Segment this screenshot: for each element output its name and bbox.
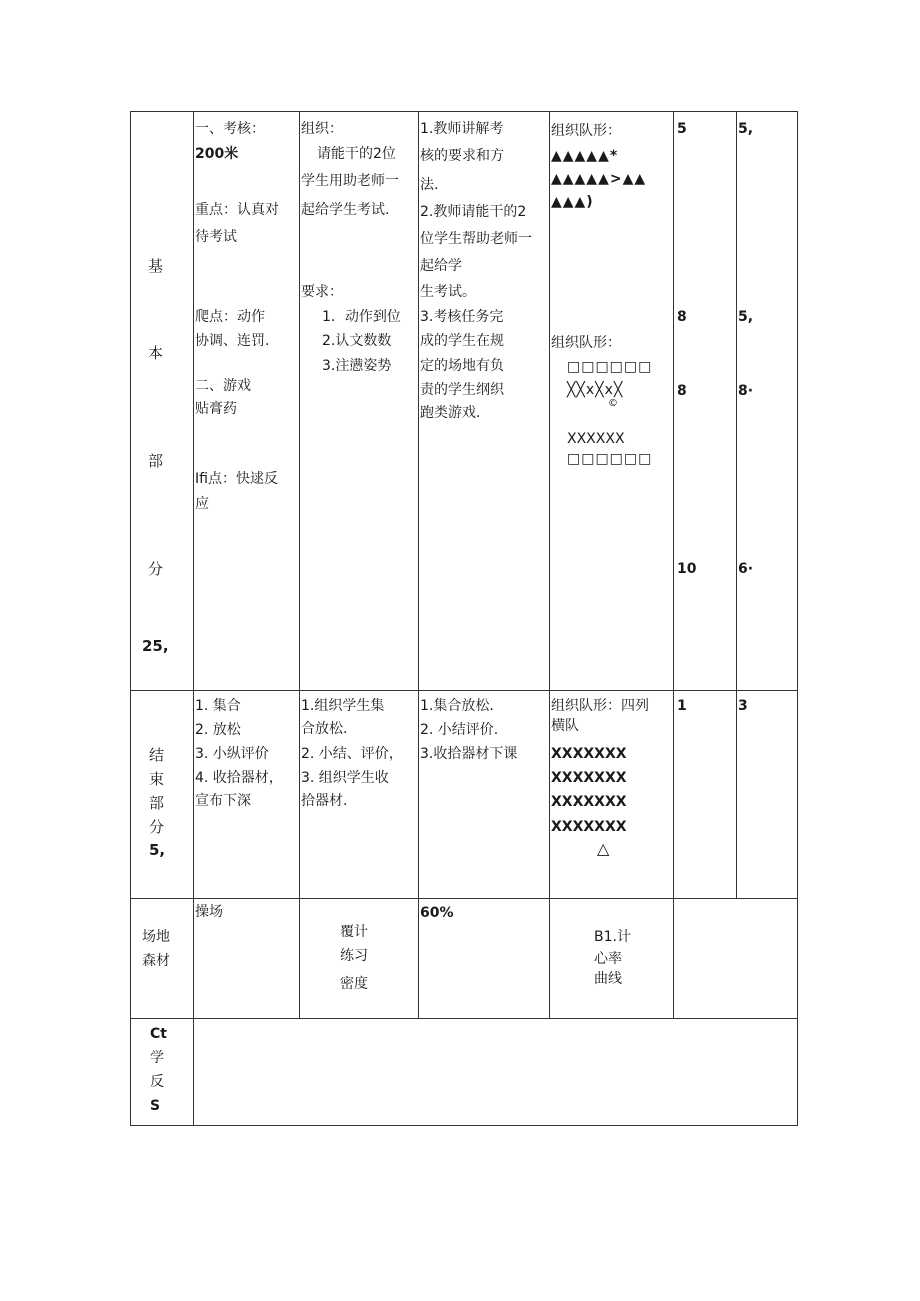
end-content-line: 1. 集合 bbox=[195, 698, 241, 714]
basic-teacher-line: 起给学 bbox=[420, 258, 462, 274]
basic-teacher-line: 定的场地有负 bbox=[420, 358, 504, 374]
end-org-line: 2. 小结、评价， bbox=[301, 746, 403, 762]
basic-org-line: 组织： bbox=[301, 121, 343, 137]
formation-squares: □□□□□□ bbox=[567, 359, 653, 375]
reflection-label: S bbox=[150, 1098, 161, 1114]
col-divider-5 bbox=[673, 111, 674, 1019]
row-divider-1 bbox=[130, 690, 798, 691]
col-divider-2 bbox=[299, 111, 300, 1019]
end-org-line: 3. 组织学生收 bbox=[301, 770, 389, 786]
basic-org-line: 起给学生考试. bbox=[301, 202, 390, 218]
basic-content-line: 应 bbox=[195, 496, 209, 512]
teacher-position-icon: △ bbox=[597, 839, 610, 858]
basic-formation-line: 组织队形： bbox=[551, 123, 621, 139]
col-divider-4 bbox=[549, 111, 550, 1019]
formation-row: XXXXXXX bbox=[551, 746, 627, 762]
heart-rate-label: 心率 bbox=[594, 951, 622, 967]
basic-content-line: 协调、连罚. bbox=[195, 333, 270, 349]
basic-teacher-line: 1.教师讲解考 bbox=[420, 121, 504, 137]
basic-teacher-line: 生考试。 bbox=[420, 284, 476, 300]
col-divider-6 bbox=[736, 111, 737, 898]
basic-content-line: Ifi点：快逑反 bbox=[195, 471, 278, 487]
basic-org-line: 要求： bbox=[301, 284, 343, 300]
basic-count: 5, bbox=[738, 309, 754, 325]
end-org-line: 1.组织学生集 bbox=[301, 698, 385, 714]
basic-teacher-line: 责的学生纲织 bbox=[420, 382, 504, 398]
formation-triangles: ▲▲▲▲▲>▲▲ bbox=[551, 171, 647, 187]
basic-time: 8 bbox=[677, 383, 687, 399]
basic-teacher-line: 3.考核任务完 bbox=[420, 309, 504, 325]
row-divider-2 bbox=[130, 898, 798, 899]
formation-triangles: ▲▲▲) bbox=[551, 194, 594, 210]
formation-crosses: ╳╳x╳x╳ bbox=[567, 382, 624, 398]
col-divider-1 bbox=[193, 111, 194, 1126]
basic-org-line: 学生用助老师一 bbox=[301, 173, 399, 189]
density-label: 覆计 bbox=[340, 924, 368, 940]
basic-content-line: 重点：认真对 bbox=[195, 202, 279, 218]
basic-formation-line: 组织队形： bbox=[551, 335, 621, 351]
end-content-line: 2. 放松 bbox=[195, 722, 241, 738]
venue-label: 森材 bbox=[142, 953, 170, 969]
heart-rate-label: B1.计 bbox=[594, 929, 631, 945]
basic-teacher-line: 跑类游戏. bbox=[420, 405, 481, 421]
basic-time: 10 bbox=[677, 561, 697, 577]
basic-count: 6· bbox=[738, 561, 754, 577]
basic-org-line: 2.认文数数 bbox=[322, 333, 392, 349]
venue-equipment: 操场 bbox=[195, 904, 223, 920]
basic-section-char: 部 bbox=[148, 452, 164, 470]
basic-org-line: 请能干的2位 bbox=[317, 146, 396, 162]
basic-count: 5, bbox=[738, 121, 754, 137]
end-section-duration: 5, bbox=[149, 841, 166, 859]
basic-teacher-line: 位学生帮助老师一 bbox=[420, 231, 532, 247]
end-teacher-line: 2. 小结评价. bbox=[420, 722, 499, 738]
basic-org-line: 1．动作到位 bbox=[322, 309, 401, 325]
end-section-char: 束 bbox=[149, 770, 165, 788]
end-content-line: 3. 小纵评价 bbox=[195, 746, 269, 762]
end-section-char: 部 bbox=[149, 794, 165, 812]
basic-content-line: 待考试 bbox=[195, 229, 237, 245]
basic-count: 8· bbox=[738, 383, 754, 399]
end-org-line: 合放松. bbox=[301, 721, 348, 737]
end-teacher-line: 1.集合放松. bbox=[420, 698, 494, 714]
basic-section-duration: 25, bbox=[142, 637, 169, 655]
reflection-label: 反 bbox=[150, 1074, 164, 1090]
table-border-bottom bbox=[130, 1125, 798, 1126]
basic-content-line: 二、游戏 bbox=[195, 378, 251, 394]
end-org-line: 拾器材. bbox=[301, 793, 348, 809]
end-count: 3 bbox=[738, 698, 748, 714]
end-content-line: 4. 收拾器材， bbox=[195, 770, 283, 786]
end-formation-line: 横队 bbox=[551, 718, 579, 734]
basic-section-char: 基 bbox=[148, 257, 164, 275]
basic-teacher-line: 核的要求和方 bbox=[420, 148, 504, 164]
basic-section-char: 分 bbox=[148, 560, 164, 578]
formation-squares: □□□□□□ bbox=[567, 451, 653, 467]
table-border-right bbox=[797, 111, 798, 1126]
formation-row: XXXXXXX bbox=[551, 819, 627, 835]
density-label: 密度 bbox=[340, 976, 368, 992]
end-content-line: 宣布下深 bbox=[195, 793, 251, 809]
basic-time: 5 bbox=[677, 121, 687, 137]
basic-org-line: 3.注懑姿势 bbox=[322, 358, 392, 374]
reflection-label: 学 bbox=[150, 1050, 164, 1066]
end-teacher-line: 3.收拾器材下课 bbox=[420, 746, 518, 762]
venue-label: 场地 bbox=[142, 929, 170, 945]
end-section-char: 分 bbox=[149, 818, 165, 836]
end-time: 1 bbox=[677, 698, 687, 714]
row-divider-3 bbox=[130, 1018, 798, 1019]
basic-teacher-line: 2.教师请能干的2 bbox=[420, 204, 527, 220]
basic-content-line: 贴膏药 bbox=[195, 401, 237, 417]
basic-content-line: 爬点：动作 bbox=[195, 309, 265, 325]
basic-content-line: 一、考核： bbox=[195, 121, 265, 137]
heart-rate-label: 曲线 bbox=[594, 971, 622, 987]
formation-mark: © bbox=[608, 398, 618, 409]
reflection-label: Ct bbox=[150, 1026, 167, 1042]
formation-row: XXXXXXX bbox=[551, 770, 627, 786]
basic-content-line: 200米 bbox=[195, 146, 239, 162]
basic-section-char: 本 bbox=[148, 344, 164, 362]
formation-triangles: ▲▲▲▲▲* bbox=[551, 148, 619, 164]
table-border-top bbox=[130, 111, 798, 112]
density-value: 60% bbox=[420, 905, 454, 921]
table-border-left bbox=[130, 111, 131, 1126]
basic-teacher-line: 法. bbox=[420, 177, 439, 193]
formation-crosses: XXXXXX bbox=[567, 431, 625, 447]
end-section-char: 结 bbox=[149, 746, 165, 764]
end-formation-line: 组织队形：四列 bbox=[551, 698, 649, 714]
basic-teacher-line: 成的学生在规 bbox=[420, 333, 504, 349]
formation-row: XXXXXXX bbox=[551, 794, 627, 810]
density-label: 练习 bbox=[340, 948, 368, 964]
basic-time: 8 bbox=[677, 309, 687, 325]
col-divider-3 bbox=[418, 111, 419, 1019]
